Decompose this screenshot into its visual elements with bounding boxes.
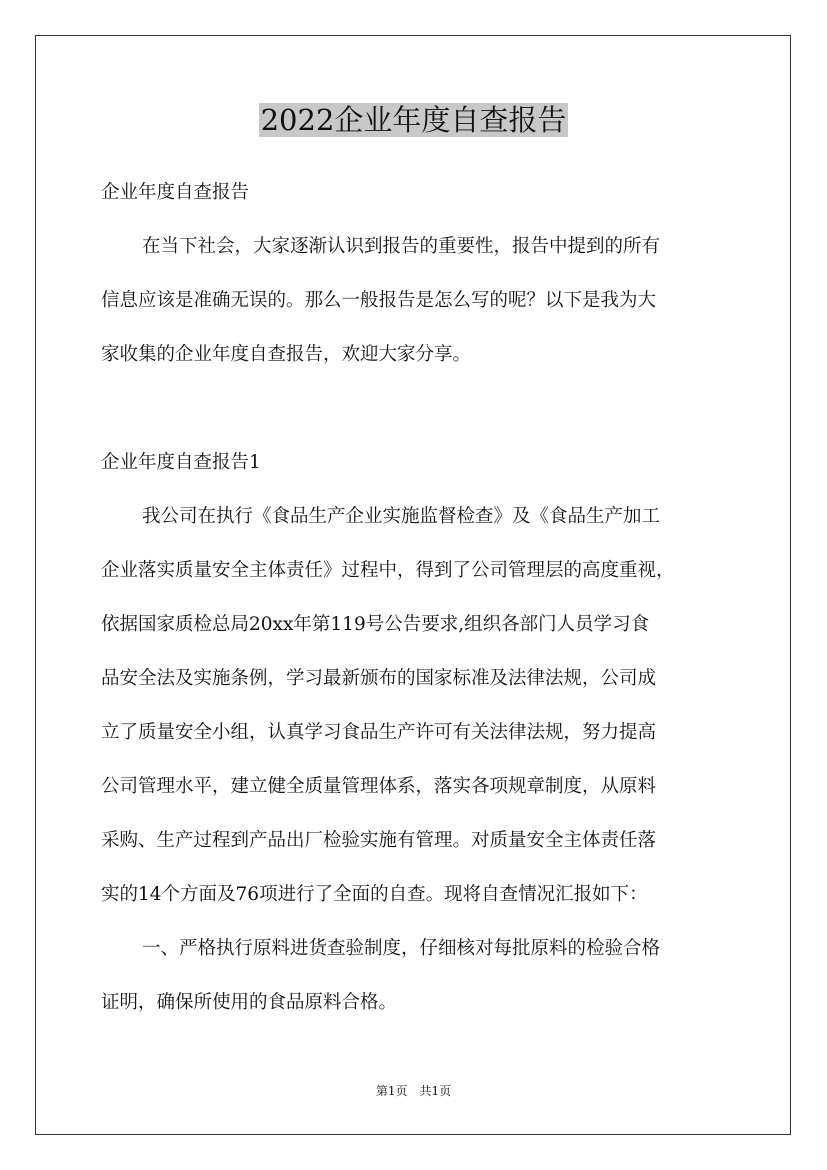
document-title-text: 2022企业年度自查报告 [260,103,567,137]
item-line: 证明，确保所使用的食品原料合格。 [101,992,398,1013]
intro-line: 信息应该是准确无误的。那么一般报告是怎么写的呢？以下是我为大 [101,290,657,311]
item-line: 一、严格执行原料进货查验制度，仔细核对每批原料的检验合格 [142,938,661,959]
intro-line: 在当下社会，大家逐渐认识到报告的重要性，报告中提到的所有 [142,236,661,257]
body-line: 采购、生产过程到产品出厂检验实施有管理。对质量安全主体责任落 [101,830,657,851]
body-line: 实的14个方面及76项进行了全面的自查。现将自查情况汇报如下： [101,884,648,905]
document-title [0,100,827,140]
body-line: 我公司在执行《食品生产企业实施监督检查》及《食品生产加工 [142,506,661,527]
page-total: 共1页 [419,1084,452,1098]
subtitle: 企业年度自查报告 [101,182,250,203]
body-line: 立了质量安全小组，认真学习食品生产许可有关法律法规，努力提高 [101,722,657,743]
intro-line: 家收集的企业年度自查报告，欢迎大家分享。 [101,344,472,365]
page-footer [0,1083,827,1099]
body-line: 品安全法及实施条例，学习最新颁布的国家标准及法律法规，公司成 [101,668,657,689]
body-line: 依据国家质检总局20xx年第119号公告要求,组织各部门人员学习食 [101,614,650,635]
body-line: 公司管理水平，建立健全质量管理体系，落实各项规章制度，从原料 [101,776,657,797]
document-body [101,176,731,1040]
body-line: 企业落实质量安全主体责任》过程中，得到了公司管理层的高度重视， [101,560,675,581]
page-number: 第1页 [375,1084,408,1098]
blank-line [101,392,731,446]
section-heading: 企业年度自查报告1 [101,452,261,473]
